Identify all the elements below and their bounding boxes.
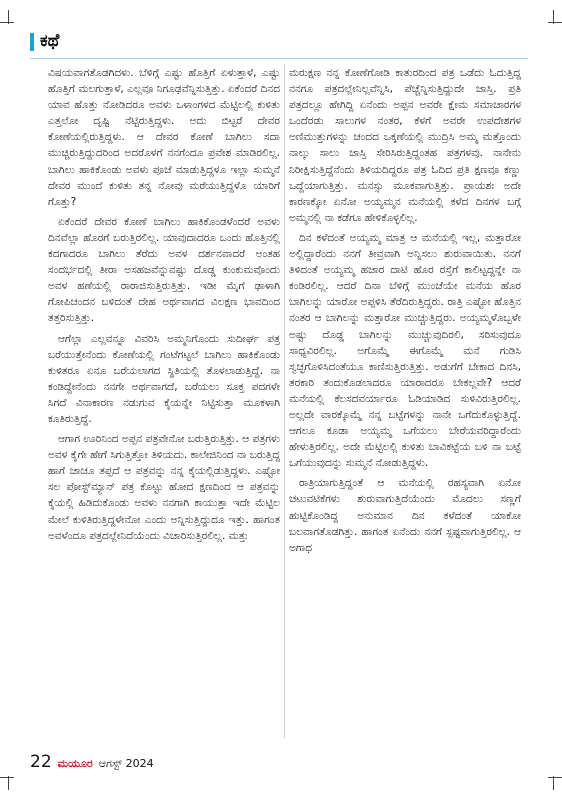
paragraph: ವಿಷಯವಾಗತೊಡಗಿದಳು. ಬೆಳಿಗ್ಗೆ ಎಷ್ಟು ಹೊತ್ತಿಗೆ ಏಳುತ್ತಾಳೆ, ಎಷ್ಟು ಹೊತ್ತಿಗೆ ಮಲಗುತ್ತಾಳೆ, ಎಲ್ಲವೂ ನಿಗೂಢವೆನ್ನಿಸುತ್ತಿತ್ತು. ಏಕೆಂದರೆ ದಿನದ ಯಾವ ಹೊತ್ತು ನೋಡಿದರೂ ಅವಳು ಒಳಾಂಗಳದ ಮೆಟ್ಟಿಲಲ್ಲಿ ಕುಳಿತು ಎತ್ತಲೋ ದೃಷ್ಟಿ ನೆಟ್ಟಿರುತ್ತಿದ್ದಳು. ಅದು ಬಿಟ್ಟರೆ ದೇವರ ಕೋಣೆಯಲ್ಲಿರುತ್ತಿದ್ದಳು. ಆ ದೇವರ ಕೋಣೆ ಬಾಗಿಲು ಸದಾ ಮುಚ್ಚಿರುತ್ತಿದ್ದುದರಿಂದ ಅದರೊಳಗೆ ನನಗೆಂದೂ ಪ್ರವೇಶ ಮಾಡಿರಲಿಲ್ಲ. ಬಾಗಿಲು ಹಾಕಿಕೊಂಡು ಅವಳು ಪೂಜೆ ಮಾಡುತ್ತಿದ್ದಳೂ ಇಲ್ಲಾ ಸುಮ್ಮನೆ ದೇವರ ಮುಂದೆ ಕುಳಿತು ತನ್ನ ನೋವು ಮರೆಯುತ್ತಿದ್ದಳೊ ಯಾರಿಗೆ ಗೊತ್ತು?	[48, 67, 280, 208]
crop-mark	[548, 22, 562, 23]
page-footer	[30, 752, 154, 772]
paragraph: ಏಕೆಂದರೆ ದೇವರ ಕೋಣೆ ಬಾಗಿಲು ಹಾಕಿಕೊಂಡಳೆಂದರೆ ಅವಳು ದಿನವೆಲ್ಲಾ ಹೊರಗೆ ಬರುತ್ತಿರಲಿಲ್ಲ. ಯಾವುದಾದರೂ ಒಂದು ಹೊತ್ತಿನಲ್ಲಿ ಕದಗಾದರೂ ಬಾಗಿಲು ತೆರೆದು ಅವಳ ದರ್ಶನವಾದರೆ ಅಂತಹ ಸಂದರ್ಭದಲ್ಲಿ ತೀರಾ ಅಸಹಜವೆನ್ನುವಷ್ಟು ದೊಡ್ಡ ಕುಂಕುಮವೊಂದು ಅವಳ ಹಣೆಯಲ್ಲಿ ರಾರಾಜಿಸುತ್ತಿರುತ್ತಿತ್ತು. ಇಡೀ ಮೈಗೆ ಢಾಳಾಗಿ ಗೋಪಿಚಂದನ ಬಳಿದಂತೆ ದೇಹ ಅರ್ಥವಾಗದ ವಿಲಕ್ಷಣ ಭಾವದಿಂದ ತತ್ತರಿಸುತ್ತಿತ್ತು.	[48, 215, 280, 325]
crop-mark	[553, 776, 554, 790]
magazine-logo: ಮಯೂರ	[57, 757, 93, 770]
crop-mark	[8, 776, 9, 790]
article-column-left	[48, 65, 280, 737]
column-divider	[284, 64, 285, 738]
paragraph: ಮರುಕ್ಷಣ ನನ್ನ ಕೋಣೆಗೋಡಿ ಕಾತುರದಿಂದ ಪತ್ರ ಒಡೆದು ಓದುತ್ತಿದ್ದ ನನಗೂ ಪತ್ರದಲ್ಲೇನಿಲ್ಲವೆನ್ನಿಸಿ, ಪೆಚ್ಚೆನ್ನಿಸುತ್ತಿದ್ದುದೇ ಜಾಸ್ತಿ. ಪ್ರತಿ ಪತ್ರದಲ್ಲೂ ಹೇಗಿದ್ದಿ ಏನೆಂದು ಅಪ್ಪನ ಅವರೇ ಕ್ಷೇಮ ಸಮಾಚಾರಗಳ ಒಂದೆರಡು ಸಾಲುಗಳ ನಂತರ, ಕೆಳಗೆ ಅವರೇ ಉಪದೇಶಗಳ ಅಣಿಮುತ್ತುಗಳನ್ನು ಚಂದದ ಒಕ್ಕಣೆಯಲ್ಲಿ ಮುದ್ರಿಸಿ ಅಮ್ಮ ಮತ್ತೊಂದು ನಾಲ್ಕು ಸಾಲು ಜಾಸ್ತಿ ಸೇರಿಸಿರುತ್ತಿದ್ದಂತಹ ಪತ್ರಗಳವು. ನಾನೇನು ನಿರೀಕ್ಷಿಸುತ್ತಿದ್ದೆನೆಂದು ತಿಳಿಯದಿದ್ದರೂ ಪತ್ರ ಓದಿದ ಪ್ರತಿ ಕ್ಷಣವೂ ಕಣ್ಣು ಒದ್ದೆಯಾಗುತ್ತಿತ್ತು. ಮನಸ್ಸು ಮೂಕವಾಗುತ್ತಿತ್ತು. ಪ್ರಾಯಶಃ ಅದೇ ಕಾರಣಕ್ಕೋ ಏನೋ ಅಯ್ಯಮ್ಮನ ಮನೆಯಲ್ಲಿ ಕಳೆದ ದಿನಗಳ ಬಗ್ಗೆ ಅಮ್ಮನಲ್ಲಿ ನಾ ಕಡೆಗೂ ಹೇಳಿಕೊಳ್ಳಲಿಲ್ಲ.	[289, 67, 521, 224]
section-label: ಕಥೆ	[40, 31, 60, 51]
crop-mark	[0, 777, 14, 778]
paragraph: ಆಗಾಗ ಊರಿನಿಂದ ಅಪ್ಪನ ಪತ್ರವೇನೋ ಬರುತ್ತಿರುತ್ತಿತ್ತು. ಆ ಪತ್ರಗಳು ಅವಳ ಕೈಗೇ ಹೇಗೆ ಸಿಗುತ್ತಿತ್ತೋ ತಿಳಿಯದು. ಕಾಲೇಜಿನಿಂದ ನಾ ಬರುತ್ತಿದ್ದ ಹಾಗೆ ಚಾಚೂ ತಪ್ಪದೆ ಆ ಪತ್ರವನ್ನು ನನ್ನ ಕೈಯಲ್ಲಿಡುತ್ತಿದ್ದಳು. ಎಷ್ಟೋ ಸಲ ಪೋಸ್ಟ್‌ಮ್ಯಾನ್ ಪತ್ರ ಕೊಟ್ಟು ಹೋದ ಕ್ಷಣದಿಂದ ಆ ಪತ್ರವನ್ನು ಕೈಯಲ್ಲಿ ಹಿಡಿದುಕೊಂಡು ಅವಳು ನನಗಾಗಿ ಕಾಯುತ್ತಾ ಇದೇ ಮೆಟ್ಟಿಲ ಮೇಲೆ ಕುಳಿತಿರುತ್ತಿದ್ದಳೇನೋ ಎಂದು ಅನ್ನಿಸುತ್ತಿದ್ದುದೂ ಇತ್ತು. ಹಾಗಂತ ಅವಳೆಂದೂ ಪತ್ರದಲ್ಲೇನಿದೆಯೆಂದು ವಿಚಾರಿಸುತ್ತಿರಲಿಲ್ಲ. ಮತ್ತು	[48, 433, 280, 542]
crop-mark	[0, 22, 14, 23]
paragraph: ಆಗೆಲ್ಲಾ ಎಲ್ಲವನ್ನೂ ವಿವರಿಸಿ ಅಮ್ಮನಿಗೊಂದು ಸುದೀರ್ಘ ಪತ್ರ ಬರೆಯುತ್ತೇನೆಂದು ಕೋಣೆಯಲ್ಲಿ ಗಂಟೆಗಟ್ಟಲೆ ಬಾಗಿಲು ಹಾಕಿಕೊಂಡು ಕುಳಿತರೂ ಏನೂ ಬರೆಯಲಾಗದ ಸ್ಥಿತಿಯಲ್ಲಿ ತೊಳಲಾಡುತ್ತಿದ್ದೆ. ನಾ ಕಂಡಿದ್ದೇನೆಂದು ನನಗೇ ಅರ್ಥವಾಗದೆ, ಬರೆಯಲು ಸೂಕ್ತ ಪದಗಳೇ ಸಿಗದೆ ವಿನಾಕಾರಣ ನಡುಗುವ ಕೈಯನ್ನೇ ನಿಟ್ಟಿಸುತ್ತಾ ಮೂಕಳಾಗಿ ಕೂತಿರುತ್ತಿದ್ದೆ.	[48, 332, 280, 425]
paragraph: ರಾತ್ರಿಯಾಗುತ್ತಿದ್ದಂತೆ ಆ ಮನೆಯಲ್ಲಿ ರಹಸ್ಯವಾಗಿ ಏನೋ ಚಟುವಟಿಕೆಗಳು ಶುರುವಾಗುತ್ತಿದೆಯೆಂದು ಮೊದಲು ಸಣ್ಣಗೆ ಹುಟ್ಟಿಕೊಂಡಿದ್ದ ಅನುಮಾನ ದಿನ ಕಳೆದಂತೆ ಯಾಕೋ ಬಲವಾಗತೊಡಗಿತ್ತು. ಹಾಗಂತ ಏನೆಂದು ನನಗೆ ಸ್ಪಷ್ಟವಾಗುತ್ತಿರಲಿಲ್ಲ. ಆ ಅಗಾಧ	[289, 477, 521, 554]
header-rule	[30, 58, 528, 59]
paragraph: ದಿನ ಕಳೆದಂತೆ ಅಯ್ಯಮ್ಮ ಮಾತ್ರ ಆ ಮನೆಯಲ್ಲಿ ಇಲ್ಲ, ಮತ್ತಾರೋ ಅಲ್ಲಿದ್ದಾರೆಂದು ನನಗೆ ತೀವ್ರವಾಗಿ ಅನ್ನಿಸಲು ಶುರುವಾಯಿತು. ನನಗೆ ತಿಳಿದಂತೆ ಅಯ್ಯಮ್ಮ ಹಜಾರ ದಾಟಿ ಹೊರ ರಸ್ತೆಗೆ ಕಾಲಿಟ್ಟದ್ದನ್ನೇ ನಾ ಕಂಡಿರಲಿಲ್ಲ. ಆದರೆ ದಿನಾ ಬೆಳಿಗ್ಗೆ ಮುಂಚೆಯೇ ಮನೆಯ ಹೊರ ಬಾಗಿಲನ್ನು ಯಾರೋ ಅಪ್ಪಳಿಸಿ ತೆರೆದಿರುತ್ತಿದ್ದರು. ರಾತ್ರಿ ಎಷ್ಟೋ ಹೊತ್ತಿನ ನಂತರ ಆ ಬಾಗಿಲನ್ನು ಮತ್ತಾರೋ ಮುಚ್ಚುತ್ತಿದ್ದರು. ಅಯ್ಯಮ್ಮಳೊಬ್ಬಳೇ ಅಷ್ಟು ದೊಡ್ಡ ಬಾಗಿಲನ್ನು ಮುಚ್ಚುವುದಿರಲಿ, ಸರಿಸುವುದೂ ಸಾಧ್ಯವಿರಲಿಲ್ಲ. ಅಗೊಮ್ಮೆ ಈಗೊಮ್ಮೆ ಮನೆ ಗುಡಿಸಿ ಸ್ವಚ್ಛಗೊಳಿಸಿದಂತೆಯೂ ಕಾಣಿಸುತ್ತಿರುತ್ತಿತ್ತು. ಅಡುಗೆಗೆ ಬೇಕಾದ ದಿನಸಿ, ತರಕಾರಿ ತಂದುಕೊಡಲಾದರೂ ಯಾರಾದರೂ ಬೇಕಲ್ಲವೇ? ಆದರೆ ಮನೆಯಲ್ಲಿ ಕೆಲಸದವರ್ಯಾರೂ ಓಡಿಯಾಡಿದ ಸುಳಿವಿರುತ್ತಿರಲಿಲ್ಲ. ಅಲ್ಲದೇ ವಾರಕ್ಕೊಮ್ಮೆ ನನ್ನ ಬಟ್ಟೆಗಳನ್ನು ನಾನೇ ಒಗೆದುಕೊಳ್ಳುತ್ತಿದ್ದೆ. ಆಗಲೂ ಕೂಡಾ ಅಯ್ಯಮ್ಮ ಒಗೆಯಲು ಬೇರೆಯವರಿದ್ದಾರೆಂದು ಹೇಳುತ್ತಿರಲಿಲ್ಲ. ಅದೇ ಮೆಟ್ಟಿಲಲ್ಲಿ ಕುಳಿತು ಬಾವಿಕಟ್ಟೆಯ ಬಳಿ ನಾ ಬಟ್ಟೆ ಒಗೆಯುವುದನ್ನು ಸುಮ್ಮನೆ ನೋಡುತ್ತಿದ್ದಳು.	[289, 231, 521, 470]
issue-date: ಆಗಸ್ಟ್ 2024	[98, 757, 154, 770]
article-column-right	[289, 65, 521, 737]
page-number: 22	[30, 752, 52, 772]
crop-mark	[548, 777, 562, 778]
section-accent-bar	[30, 33, 34, 51]
